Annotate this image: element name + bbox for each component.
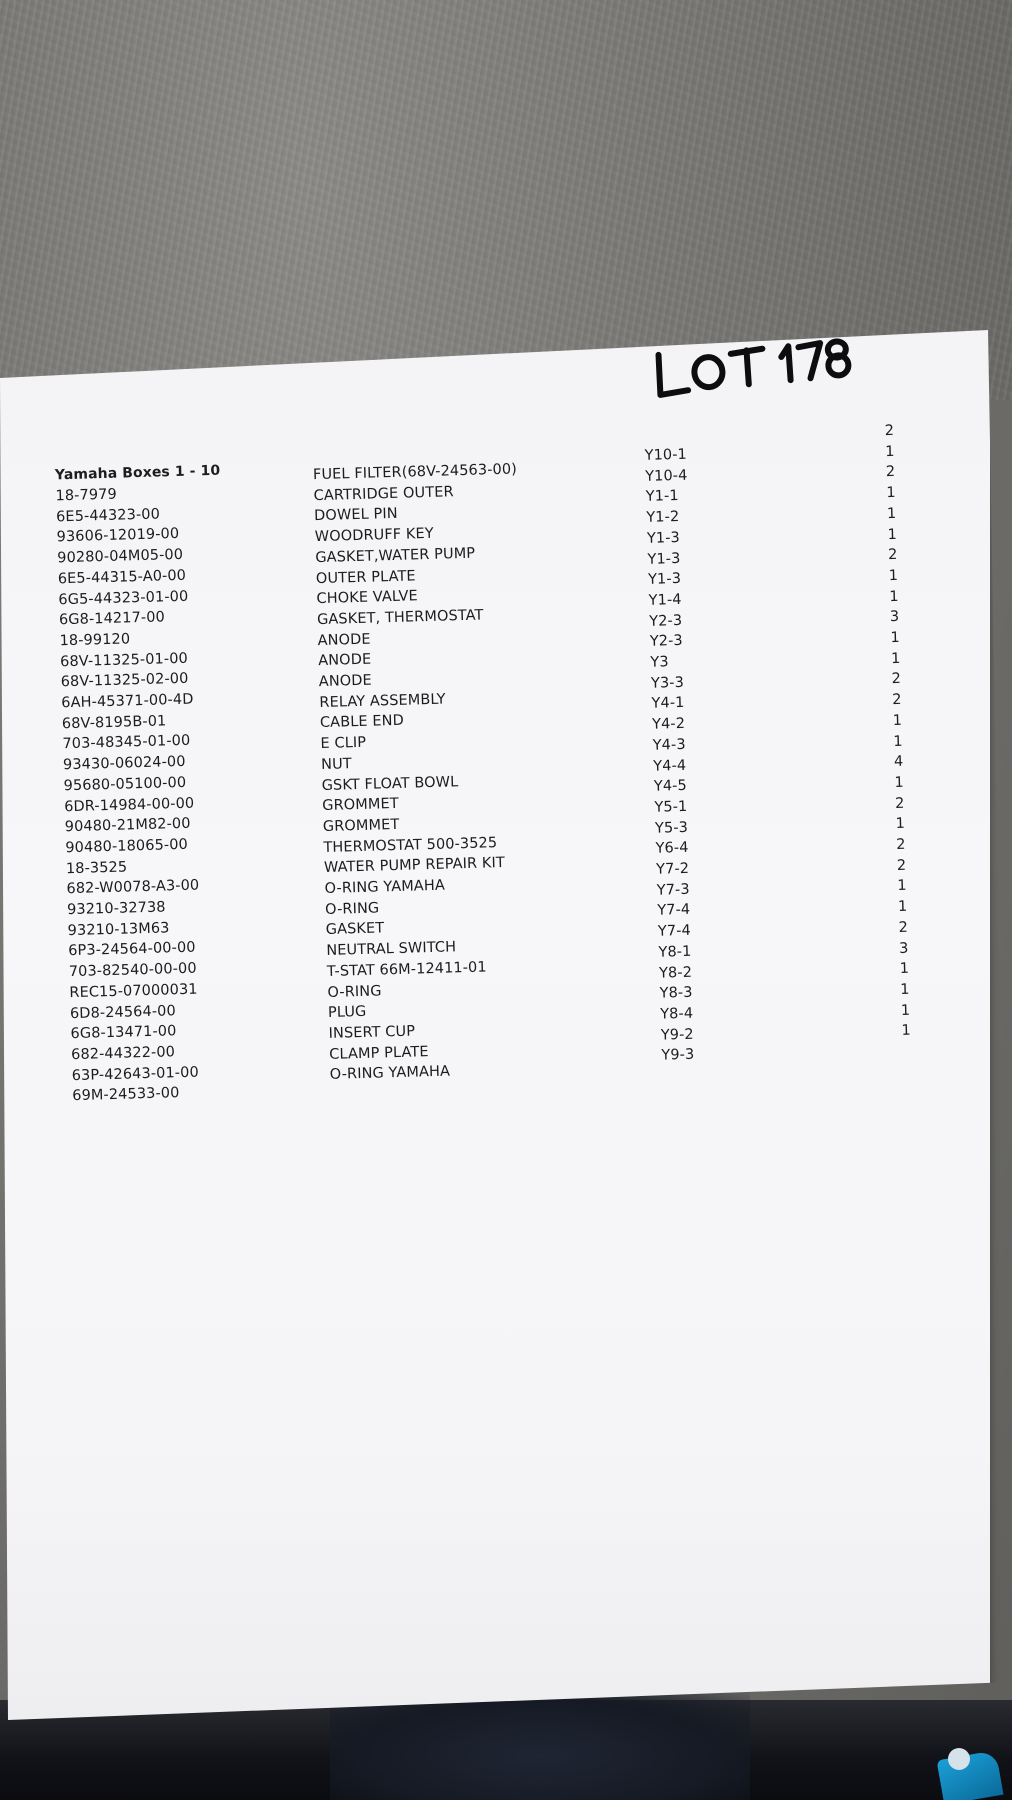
bin-location: Y3-3 [650, 674, 685, 692]
part-description: CARTRIDGE OUTER [313, 483, 454, 504]
bin-location: Y3 [650, 654, 669, 671]
part-description: FUEL FILTER(68V-24563-00) [312, 461, 518, 484]
bin-location: Y10-1 [644, 446, 688, 464]
part-number: 69M-24533-00 [72, 1085, 180, 1105]
part-description: CHOKE VALVE [316, 588, 419, 608]
quantity: 1 [888, 567, 899, 585]
part-number: 18-3525 [65, 859, 128, 877]
bin-location: Y1-3 [647, 571, 682, 589]
quantity: 1 [893, 733, 903, 750]
part-number: 6E5-44323-00 [55, 506, 161, 526]
bin-location: Y10-4 [644, 467, 688, 485]
page-title: Yamaha Boxes 1 - 10 [54, 462, 221, 484]
part-description: O-RING [327, 982, 382, 1001]
bin-location: Y9-3 [661, 1047, 695, 1064]
quantity: 1 [895, 816, 906, 833]
bin-location: Y4-3 [652, 736, 686, 754]
part-description: DOWEL PIN [313, 506, 398, 525]
quantity: 1 [890, 650, 901, 667]
part-description: ANODE [318, 672, 373, 691]
quantity: 4 [893, 753, 904, 771]
part-description: CLAMP PLATE [329, 1043, 429, 1063]
part-description: GASKET,WATER PUMP [315, 545, 476, 566]
bin-location: Y6-4 [655, 840, 689, 858]
bin-location: Y8-3 [659, 984, 693, 1002]
bin-location: Y4-1 [651, 695, 685, 713]
quantity: 2 [892, 691, 902, 709]
quantity: 1 [890, 629, 901, 647]
quantity: 1 [886, 505, 897, 522]
quantity: 1 [900, 1002, 911, 1019]
part-number: 63P-42643-01-00 [71, 1064, 200, 1084]
quantity: 2 [885, 464, 896, 481]
part-description: ANODE [318, 651, 372, 670]
quantity: 3 [898, 940, 909, 957]
bin-location: Y7-4 [657, 902, 691, 920]
part-number: REC15-07000031 [69, 981, 198, 1001]
quantity: 2 [896, 836, 906, 854]
part-description: OUTER PLATE [315, 567, 416, 587]
part-number: 68V-8195B-01 [61, 713, 167, 732]
quantity: 1 [892, 712, 903, 729]
part-number: 703-48345-01-00 [62, 733, 191, 753]
part-number: 90280-04M05-00 [57, 546, 184, 567]
bin-location: Y1-3 [646, 529, 681, 547]
part-number: 90480-21M82-00 [64, 815, 191, 836]
part-description: ANODE [317, 631, 371, 649]
part-description: O-RING YAMAHA [324, 877, 446, 897]
part-number: 18-7979 [55, 486, 118, 505]
handwritten-lot-note [650, 328, 855, 407]
part-number: 93210-32738 [66, 899, 166, 919]
part-description: WOODRUFF KEY [314, 525, 435, 546]
part-description: NUT [320, 755, 352, 773]
quantity: 2 [896, 857, 907, 874]
part-number: 68V-11325-02-00 [60, 671, 189, 691]
part-description: GASKET [325, 920, 385, 939]
bin-location: Y8-1 [658, 943, 692, 961]
part-number: 93606-12019-00 [56, 526, 180, 546]
part-description: GROMMET [322, 796, 399, 815]
quantity: 2 [898, 919, 909, 936]
bin-location: Y1-4 [648, 591, 682, 609]
quantity: 2 [894, 795, 905, 812]
part-description: CABLE END [319, 713, 405, 732]
bin-location: Y9-2 [660, 1026, 694, 1044]
bin-location: Y4-4 [653, 757, 687, 775]
bin-location: Y2-3 [649, 612, 683, 630]
part-number: 68V-11325-01-00 [59, 650, 189, 670]
part-description: GASKET, THERMOSTAT [316, 607, 484, 628]
bin-location: Y1-3 [647, 550, 681, 568]
part-description: INSERT CUP [328, 1023, 416, 1042]
part-number: 682-44322-00 [70, 1044, 176, 1064]
quantity: 2 [884, 422, 895, 440]
part-number: 6E5-44315-A0-00 [57, 567, 187, 588]
quantity: 2 [891, 671, 902, 688]
part-number: 6D8-24564-00 [69, 1002, 177, 1022]
part-number: 90480-18065-00 [65, 836, 189, 857]
part-number: 93430-06024-00 [62, 753, 186, 774]
bin-location: Y7-3 [656, 881, 690, 899]
part-description: GSKT FLOAT BOWL [321, 773, 459, 794]
part-number: 93210-13M63 [67, 920, 170, 939]
bin-location: Y1-2 [646, 509, 680, 526]
bin-location: Y5-3 [654, 819, 689, 837]
part-description: RELAY ASSEMBLY [319, 691, 446, 711]
part-number: 6P3-24564-00-00 [68, 940, 196, 960]
part-number: 95680-05100-00 [63, 774, 187, 795]
part-number: 6DR-14984-00-00 [63, 795, 195, 815]
quantity: 1 [899, 960, 910, 978]
part-description: THERMOSTAT 500-3525 [323, 834, 498, 856]
quantity: 1 [901, 1022, 912, 1040]
quantity: 1 [900, 981, 910, 998]
part-description: E CLIP [320, 734, 367, 753]
bin-location: Y7-2 [655, 860, 690, 878]
bin-location: Y4-5 [653, 778, 688, 795]
bin-location: Y2-3 [649, 633, 684, 651]
part-description: O-RING YAMAHA [329, 1063, 451, 1084]
quantity: 1 [887, 526, 898, 543]
part-description: WATER PUMP REPAIR KIT [323, 855, 506, 877]
quantity: 2 [887, 547, 898, 564]
part-number: 18-99120 [59, 631, 131, 650]
part-number: 6G5-44323-01-00 [58, 588, 189, 608]
quantity: 1 [886, 484, 896, 502]
bin-location: Y8-4 [660, 1005, 694, 1023]
bin-location: Y5-1 [654, 798, 688, 816]
part-description: PLUG [327, 1004, 367, 1022]
quantity: 1 [889, 588, 899, 605]
part-description: O-RING [324, 900, 380, 918]
quantity: 1 [885, 443, 895, 460]
part-description: GROMMET [322, 816, 400, 835]
part-description: T-STAT 66M-12411-01 [326, 959, 487, 980]
part-number: 6AH-45371-00-4D [61, 691, 194, 712]
part-number: 703-82540-00-00 [68, 960, 197, 981]
quantity: 1 [897, 898, 908, 916]
bin-location: Y7-4 [657, 922, 692, 940]
quantity: 1 [897, 878, 907, 895]
part-number: 6G8-13471-00 [70, 1023, 177, 1043]
bin-location: Y1-1 [645, 488, 679, 506]
bin-location: Y4-2 [651, 715, 686, 733]
part-number: 6G8-14217-00 [58, 609, 166, 629]
bin-location: Y8-2 [658, 964, 693, 982]
part-number: 682-W0078-A3-00 [66, 877, 200, 898]
quantity: 3 [889, 609, 900, 626]
part-description: NEUTRAL SWITCH [326, 939, 457, 960]
quantity: 1 [894, 774, 905, 791]
